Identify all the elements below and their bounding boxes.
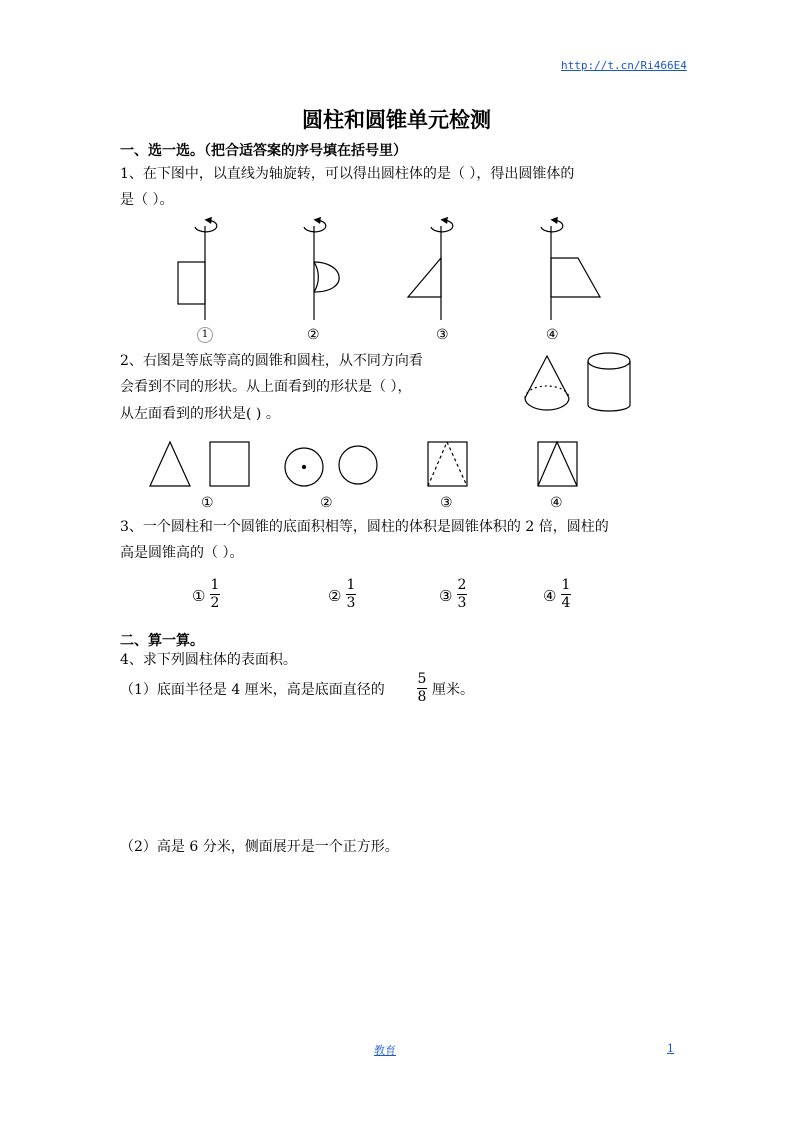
- q2-line1: 2、右图是等底等高的圆锥和圆柱，从不同方向看: [120, 353, 423, 369]
- q3-line2: 高是圆锥高的（ ）。: [120, 545, 244, 561]
- q4-part1-den: 8: [417, 689, 427, 705]
- q4-part1-num: 5: [417, 671, 427, 687]
- q3-option-2-num: 1: [346, 577, 356, 593]
- q2-option-3-shapes: [428, 442, 467, 486]
- q2-line3: 从左面看到的形状是( ) 。: [120, 406, 280, 422]
- header-link[interactable]: http://t.cn/Ri466E4: [561, 59, 687, 72]
- q2-option-2-shapes: [285, 446, 377, 486]
- q3-option-1-num: 1: [210, 577, 220, 593]
- q3-option-3-den: 3: [457, 595, 467, 611]
- q3-option-4-mark: ④: [543, 587, 557, 605]
- q1-figure-4: [541, 220, 600, 320]
- q4-part1-text: （1）底面半径是 4 厘米，高是底面直径的: [120, 682, 385, 698]
- q3-option-4-num: 1: [561, 577, 571, 593]
- q2-label-3: ③: [440, 495, 453, 511]
- q1-line2: 是（ ）。: [120, 192, 174, 208]
- page-title: 圆柱和圆锥单元检测: [302, 108, 491, 132]
- q3-option-1-mark: ①: [192, 587, 206, 605]
- q4-intro: 4、求下列圆柱体的表面积。: [120, 652, 297, 668]
- q3-option-3-num: 2: [457, 577, 467, 593]
- q3-option-4-fraction: [561, 578, 571, 611]
- q2-label-2: ②: [320, 495, 333, 511]
- q3-option-3-mark: ③: [439, 587, 453, 605]
- q1-figure-1: [178, 220, 217, 320]
- cylinder-figure: [588, 353, 630, 411]
- q1-label-2: ②: [307, 327, 320, 343]
- section2-heading: 二、算一算。: [120, 633, 204, 649]
- q2-label-4: ④: [550, 495, 563, 511]
- q1-line1: 1、在下图中，以直线为轴旋转，可以得出圆柱体的是（ ），得出圆锥体的: [120, 166, 575, 182]
- q2-option-1-shapes: [150, 442, 249, 486]
- q4-part1-fraction: [417, 672, 427, 705]
- q2-option-4-shapes: [538, 442, 577, 486]
- q3-option-2-den: 3: [346, 595, 356, 611]
- q3-option-1-fraction: [210, 578, 220, 611]
- page-number: 1: [667, 1042, 674, 1055]
- q2-view-options: [0, 438, 793, 498]
- q1-label-4: ④: [546, 327, 559, 343]
- q3-option-1-den: 2: [210, 595, 220, 611]
- q3-option-2-mark: ②: [328, 587, 342, 605]
- q2-label-1: ①: [201, 495, 214, 511]
- cone-figure: [525, 356, 569, 410]
- q3-line1: 3、一个圆柱和一个圆锥的底面积相等，圆柱的体积是圆锥体积的 2 倍，圆柱的: [120, 519, 609, 535]
- footer-center-link[interactable]: 教育: [374, 1044, 396, 1057]
- section1-heading: 一、选一选。（把合适答案的序号填在括号里）: [120, 143, 407, 159]
- q4-part2-text: （2）高是 6 分米，侧面展开是一个正方形。: [120, 839, 399, 855]
- q3-option-4-den: 4: [561, 595, 571, 611]
- q1-figure-3: [408, 220, 453, 320]
- q1-figures: [0, 210, 793, 350]
- q3-option-3-fraction: [457, 578, 467, 611]
- q1-label-1: 1: [197, 327, 213, 343]
- q2-solids: [0, 350, 793, 420]
- q1-label-3: ③: [436, 327, 449, 343]
- q1-figure-2: [304, 220, 339, 320]
- q3-option-2-fraction: [346, 578, 356, 611]
- q4-part1-unit: 厘米。: [432, 682, 474, 698]
- q2-line2: 会看到不同的形状。从上面看到的形状是（ ），: [120, 379, 412, 395]
